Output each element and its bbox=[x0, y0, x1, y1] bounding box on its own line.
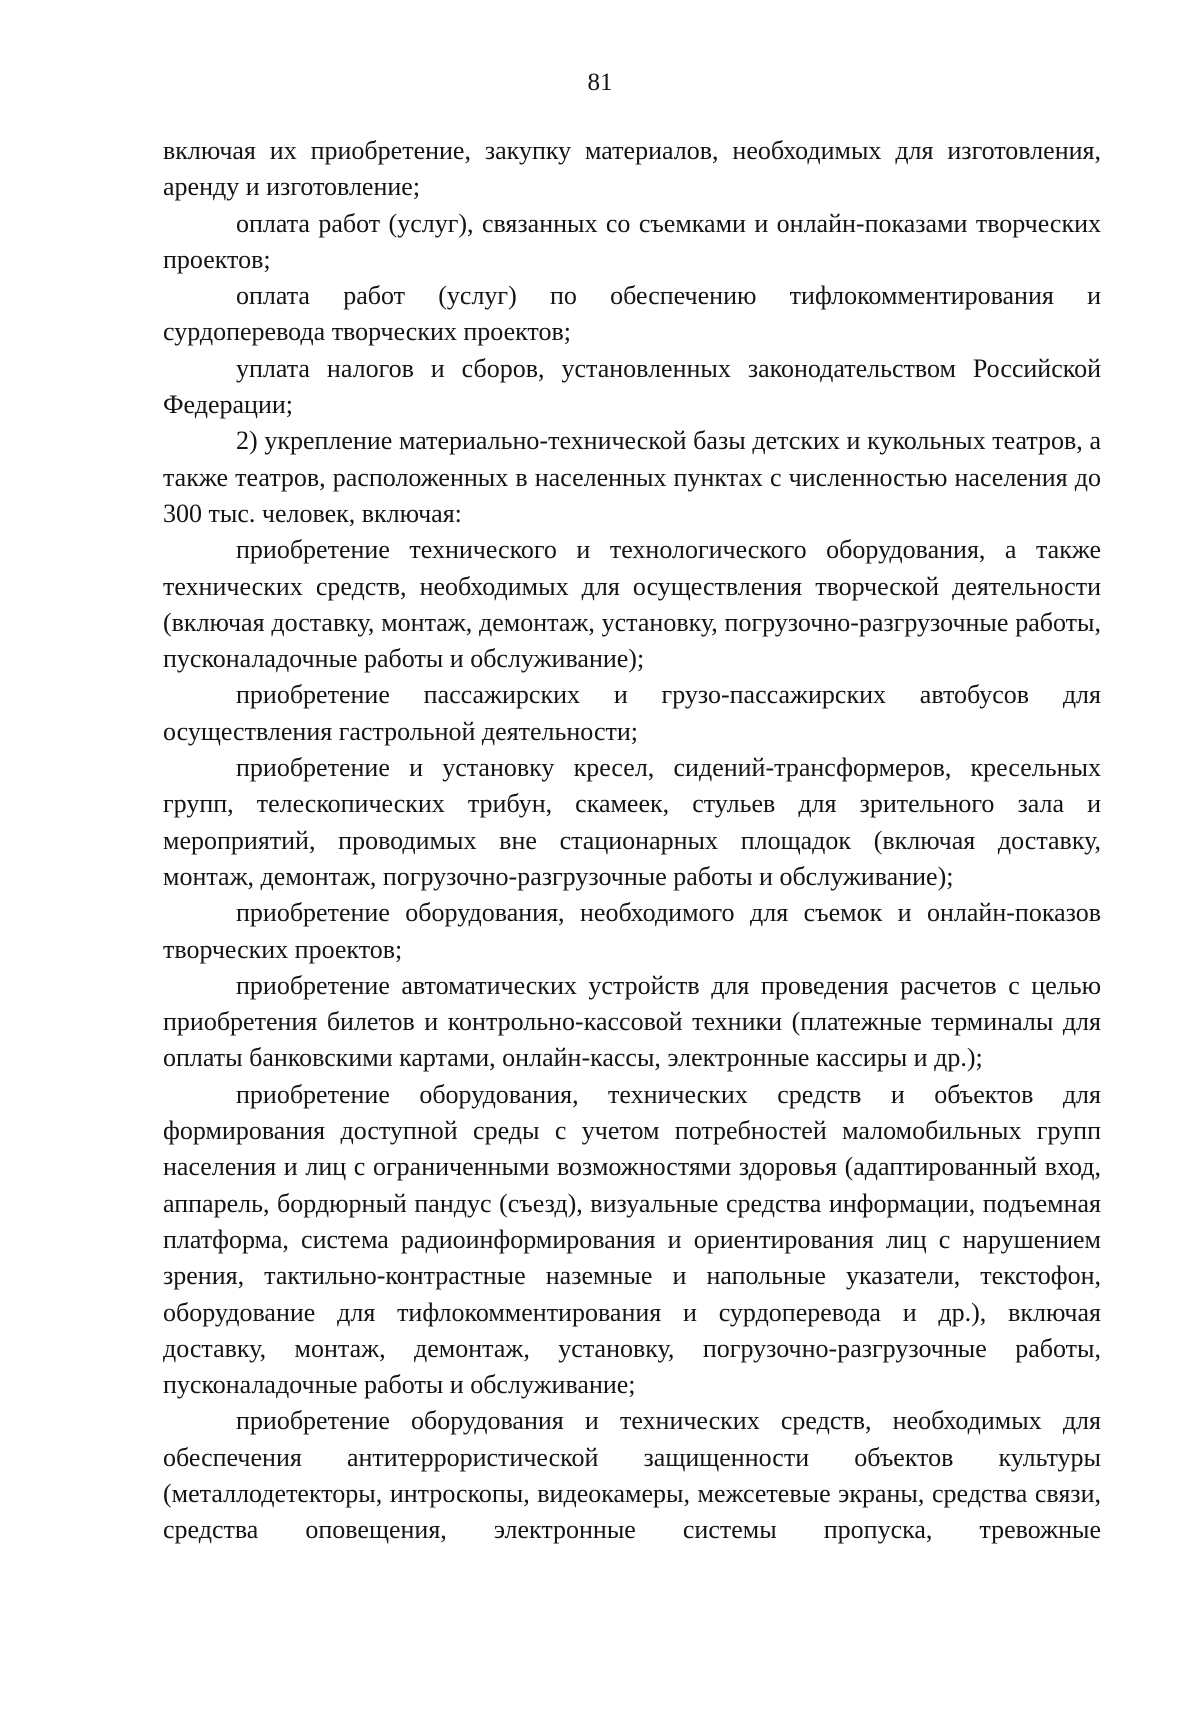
paragraph: приобретение и установку кресел, сидений-трансформеров, кресельных групп, телескопических трибун, скамеек, стульев для зрительного зала и мероприятий, проводимых вне стационарных площадок (включая доставку, монтаж, демонтаж, погрузочно-разгрузочные работы и обслуживание); bbox=[163, 753, 1101, 891]
paragraph: приобретение оборудования, необходимого для съемок и онлайн-показов творческих проектов; bbox=[163, 898, 1101, 964]
body-text bbox=[163, 133, 1101, 1549]
paragraph: приобретение пассажирских и грузо-пассажирских автобусов для осуществления гастрольной деятельности; bbox=[163, 680, 1101, 746]
paragraph: приобретение оборудования, технических средств и объектов для формирования доступной среды с учетом потребностей маломобильных групп населения и лиц с ограниченными возможностями здоровья (адаптированный вход, аппарель, бордюрный пандус (съезд), визуальные средства информации, подъемная платформа, система радиоинформирования и ориентирования лиц с нарушением зрения, тактильно-контрастные наземные и напольные указатели, текстофон, оборудование для тифлокомментирования и сурдоперевода и др.), включая доставку, монтаж, демонтаж, установку, погрузочно-разгрузочные работы, пусконаладочные работы и обслуживание; bbox=[163, 1079, 1101, 1400]
page-number: 81 bbox=[587, 69, 613, 96]
paragraph: приобретение автоматических устройств для проведения расчетов с целью приобретения билетов и контрольно-кассовой техники (платежные терминалы для оплаты банковскими картами, онлайн-кассы, электронные кассиры и др.); bbox=[163, 970, 1101, 1073]
paragraph: оплата работ (услуг) по обеспечению тифлокомментирования и сурдоперевода творческих проектов; bbox=[163, 281, 1101, 347]
paragraph: включая их приобретение, закупку материалов, необходимых для изготовления, аренду и изготовление; bbox=[163, 136, 1101, 202]
paragraph: оплата работ (услуг), связанных со съемками и онлайн-показами творческих проектов; bbox=[163, 208, 1101, 274]
paragraph: уплата налогов и сборов, установленных законодательством Российской Федерации; bbox=[163, 353, 1101, 420]
paragraph: приобретение технического и технологического оборудования, а также технических средств, необходимых для осуществления творческой деятельности (включая доставку, монтаж, демонтаж, установку, погрузочно-разгрузочные работы, пусконаладочные работы и обслуживание); bbox=[163, 535, 1101, 674]
paragraph: приобретение оборудования и технических средств, необходимых для обеспечения антитеррористической защищенности объектов культуры (металлодетекторы, интроскопы, видеокамеры, межсетевые экраны, средства связи, средства оповещения, электронные системы пропуска, тревожные bbox=[163, 1406, 1101, 1545]
paragraph: 2) укрепление материально-технической базы детских и кукольных театров, а также театров, расположенных в населенных пунктах с численностью населения до 300 тыс. человек, включая: bbox=[163, 426, 1101, 528]
